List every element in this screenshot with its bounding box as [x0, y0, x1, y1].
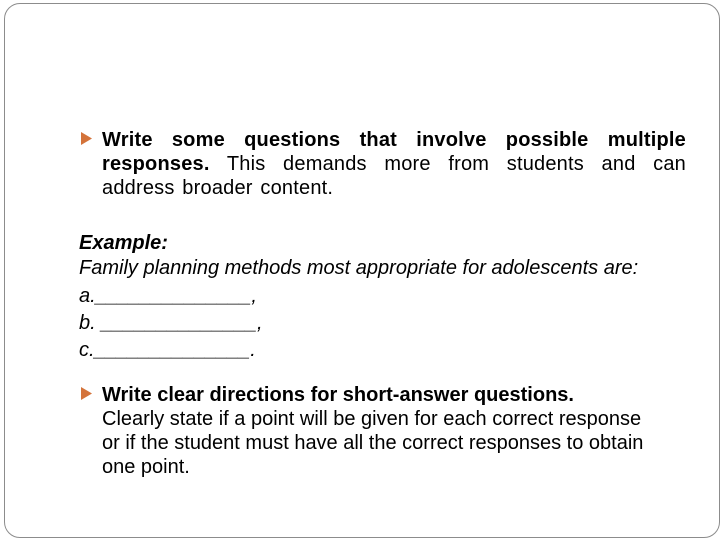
bullet-bold-text: Write clear directions for short-answer questions.: [102, 384, 574, 406]
example-option-a: a.______________,: [79, 285, 257, 307]
bullet-item-multiple-responses: [80, 128, 686, 200]
example-heading: Example:: [79, 232, 168, 254]
example-option-c: c.______________.: [79, 339, 256, 361]
example-prompt: Family planning methods most appropriate for adolescents are:: [79, 257, 639, 279]
bullet-text: Clearly state if a point will be given for each correct response or if the student must have all the correct responses to obtain one point.: [102, 408, 644, 478]
bullet-text: This demands more from students and can address broader content.: [102, 153, 686, 199]
example-block: [79, 231, 686, 365]
bullet-item-short-answer: [80, 383, 686, 479]
bullet-bold-text: Write some questions that involve possible multiple responses.: [102, 129, 686, 175]
example-option-b: b. ______________,: [79, 312, 263, 334]
slide-content: [80, 128, 686, 479]
